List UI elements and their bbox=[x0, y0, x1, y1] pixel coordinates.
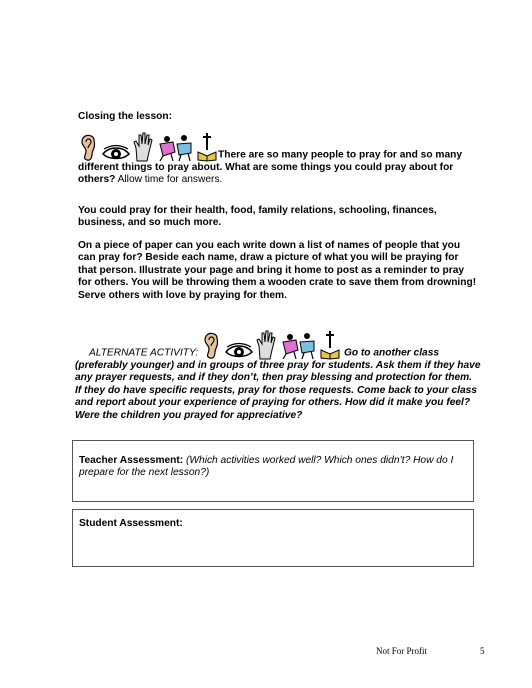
paragraph-2: You could pray for their health, food, family relations, schooling, finances, business, and so much more. bbox=[78, 205, 437, 229]
people-praying-icon bbox=[155, 134, 195, 162]
hand-icon bbox=[255, 330, 277, 360]
page-number: 5 bbox=[480, 646, 485, 656]
paragraph-1-plain: Allow time for answers. bbox=[115, 174, 223, 186]
alternate-label: ALTERNATE ACTIVITY: bbox=[89, 347, 199, 359]
teacher-assessment-prompt: (Which activities worked well? Which ones didn’t? How do I prepare for the next lesson?) bbox=[79, 455, 454, 479]
ear-icon bbox=[201, 330, 223, 360]
student-assessment-label: Student Assessment: bbox=[79, 518, 183, 529]
eye-icon bbox=[224, 342, 254, 360]
alternate-activity bbox=[75, 330, 481, 422]
eye-icon bbox=[101, 144, 131, 162]
teacher-assessment-box[interactable] bbox=[72, 440, 474, 502]
closing-heading: Closing the lesson: bbox=[78, 111, 172, 122]
icon-row-1 bbox=[78, 132, 218, 162]
bible-cross-icon bbox=[196, 132, 218, 162]
people-praying-icon bbox=[278, 332, 318, 360]
ear-icon bbox=[78, 132, 100, 162]
footer-text: Not For Profit bbox=[376, 646, 428, 656]
icon-row-2 bbox=[201, 330, 341, 360]
paragraph-1 bbox=[78, 132, 478, 187]
paragraph-1-bold: There are so many people to pray for and so many different things to pray about. What are some things you could pray about for others? bbox=[78, 149, 463, 186]
student-assessment-box[interactable] bbox=[72, 509, 474, 567]
paragraph-3: On a piece of paper can you each write down a list of names of people that you can pray for? Beside each name, draw a picture of what you will be praying for that person. Illustrate your page and bring it home to post as a reminder to pray for others. You will be throwing them a wooden crate to save them from drowning! Serve others with love by praying for them. bbox=[78, 240, 477, 301]
hand-icon bbox=[132, 132, 154, 162]
alternate-text: Go to another class (preferably younger) and in groups of three pray for students. Ask them if they have any prayer requests, and if they don’t, then pray blessing and protection for them. If they do have specific requests, pray for those requests. Come back to your class and report about your experience of praying for others. How did it make you feel? Were the children you prayed for appreciative? bbox=[75, 347, 481, 421]
bible-cross-icon bbox=[319, 330, 341, 360]
teacher-assessment-label: Teacher Assessment: bbox=[79, 455, 184, 466]
